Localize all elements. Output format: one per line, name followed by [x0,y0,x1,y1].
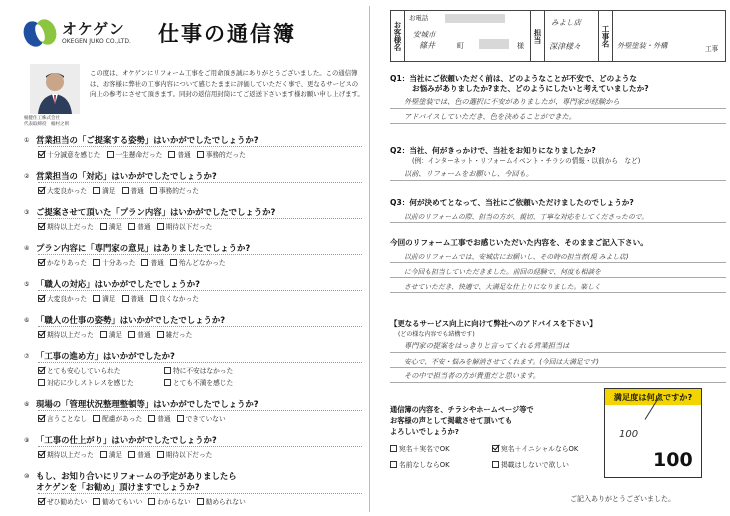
option-row [38,365,362,375]
option-label: 配慮があった [102,415,143,423]
q1-title-2: お悩みがありましたか?また、どのようにしたいと考えていましたか? [412,84,649,93]
checked-box-icon[interactable] [38,187,45,194]
customer-name-label: お客様名 [391,11,405,61]
empty-box-icon[interactable] [93,295,100,302]
question-title [24,278,362,290]
question-options [38,218,362,231]
portrait-caption [24,116,90,128]
option-label: 満足 [108,451,123,459]
publish-options [390,443,600,475]
score-label: 満足度は何点ですか? [605,389,701,405]
option-checkbox[interactable] [157,449,213,459]
left-column [20,8,365,513]
address-handwriting-2: 篠井 [419,41,435,50]
q3-answer: 以前のリフォームの際、担当の方が、親切、丁寧な対応をしてくださったので。 [404,213,649,221]
company-logo [22,14,152,56]
option-checkbox[interactable] [157,221,213,231]
option-label: 良くなかった [158,295,199,303]
caption-president: 代表取締役 桶村之則 [24,122,69,127]
work-suffix: 工事 [705,45,719,53]
option-checkbox[interactable] [128,221,150,231]
q2-subtitle: (例：インターネット・リフォームイベント・チラシの情報・以前から など) [412,157,641,165]
option-checkbox[interactable] [177,413,226,423]
staff-label: 担当 [531,11,545,61]
q3-title: Q3：何が決めてとなって、当社にご依頼いただけましたのでしょうか? [390,198,634,207]
empty-box-icon[interactable] [177,415,184,422]
right-column [374,8,726,513]
option-checkbox[interactable] [128,329,150,339]
option-checkbox[interactable] [93,496,142,506]
publish-option-label: 宛名＋実名でOK [399,445,450,453]
option-label: わからない [157,498,191,506]
question-options [38,362,362,386]
option-checkbox[interactable] [38,293,87,303]
logo-name: オケゲン [62,20,125,38]
option-label: とても不満を感じた [173,379,234,387]
logo-subtitle: OKEGEN JUKO CO.,LTD. [62,38,131,45]
option-label: 普通 [130,295,144,303]
page-title: 仕事の通信簿 [158,22,296,46]
option-label: 特に不安はなかった [173,367,234,375]
option-checkbox[interactable] [197,149,246,159]
q2-answer-line [390,166,726,181]
question-options [38,146,362,159]
tel-redacted [445,14,505,23]
empty-box-icon[interactable] [128,451,135,458]
option-checkbox[interactable] [38,329,94,339]
question-title [24,170,362,182]
empty-box-icon[interactable] [93,187,100,194]
q4-answer-3: させていただき、快適で、大満足な仕上りになりました。楽しく [404,283,601,291]
option-checkbox[interactable] [122,185,144,195]
option-label: 期待以下だった [165,451,213,459]
option-row [38,377,362,387]
option-checkbox[interactable] [122,293,144,303]
option-checkbox[interactable] [93,413,142,423]
score-value: 100 [653,449,693,471]
staff-cell [545,11,599,61]
question-q2 [390,146,726,181]
empty-box-icon[interactable] [157,451,164,458]
option-checkbox[interactable] [150,293,199,303]
publish-option[interactable] [492,443,588,453]
q2-answer: 以前、リフォームをお願いし、今回も。 [404,169,534,178]
question-text: 「工事の進め方」はいかがでしたか? [36,351,175,361]
advice-subtitle: (どの様な内容でも結構です) [398,331,475,338]
option-checkbox[interactable] [93,293,115,303]
option-label: 事務的だった [158,187,199,195]
publish-option-label: 名前なしならOK [399,461,450,469]
option-label: 言うことなし [47,415,88,423]
question-number: ⑥ [24,317,30,324]
name-redacted [479,39,509,49]
option-checkbox[interactable] [170,257,226,267]
question-text: 営業担当の「対応」はいかがでしたでしょうか? [36,171,217,181]
question-4 [24,242,364,278]
option-checkbox[interactable] [38,185,87,195]
question-3 [24,206,364,242]
publish-option-label: 掲載はしないで欲しい [501,461,569,469]
option-checkbox[interactable] [164,377,284,387]
question-options [38,493,362,506]
empty-box-icon[interactable] [100,331,107,338]
customer-info-table [390,10,726,62]
option-checkbox[interactable] [38,149,101,159]
tel-label: お電話 [409,14,429,22]
question-title [24,434,362,446]
question-text: 「職人の対応」はいかがでしたでしょうか? [36,279,200,289]
option-checkbox[interactable] [38,377,158,387]
question-options [38,326,362,339]
q1-answer-line-2 [390,109,726,124]
question-number: ④ [24,245,30,252]
option-checkbox[interactable] [100,221,122,231]
question-text: 「工事の仕上がり」はいかがでしたでしょうか? [36,435,217,445]
empty-box-icon[interactable] [141,259,148,266]
question-q3 [390,198,726,223]
intro-section [24,62,364,128]
q3-answer-line [390,208,726,223]
question-title [24,398,362,410]
q1-title: Q1：当社にご依頼いただく前は、どのようなことが不安で、どのような [390,74,637,83]
work-cell [613,11,725,61]
q1-answer-line-1 [390,94,726,109]
option-checkbox[interactable] [148,413,170,423]
publish-title-3: よろしいでしょうか? [390,427,459,436]
publish-title-2: お客様の声として掲載させて頂いても [390,416,513,425]
question-number: ⑨ [24,437,30,444]
question-1 [24,134,364,170]
publish-section [390,404,600,475]
q4-answer-2: に今回も担当していただきました。前回の経験で、何度も相談を [404,268,601,276]
option-label: 満足 [102,187,116,195]
empty-box-icon[interactable] [148,498,155,505]
sama-suffix: 様 [517,42,524,50]
option-checkbox[interactable] [38,365,158,375]
option-label: 勧めてもいい [102,498,143,506]
option-label: 満足 [102,295,116,303]
thanks-text: ご記入ありがとうございました。 [570,495,675,503]
question-8 [24,398,364,434]
satisfaction-score-box [604,388,702,478]
question-number: ⑦ [24,353,30,360]
option-checkbox[interactable] [164,365,284,375]
question-options [38,254,362,267]
option-label: 満足 [108,331,123,339]
option-checkbox[interactable] [128,449,150,459]
empty-box-icon[interactable] [197,151,204,158]
option-label: 期待以上だった [47,451,94,459]
advice-answer-1: 専門家の提案をはっきりと言ってくれる営業担当は [404,341,570,350]
empty-box-icon[interactable] [93,415,100,422]
option-label: できていない [185,415,226,423]
intro-text: この度は、オケゲンにリフォーム工事をご用命頂き誠にありがとうございました。この通信簿は、お客様に弊社の工事内容について感じたままに評価していただく事で、更なるサービスの向上の参考にさせて頂きます。同封の返信用封筒にてご返送下さいます様お願い申し上げます。 [90,69,364,98]
question-number: ⑩ [24,473,30,480]
checked-box-icon[interactable] [38,151,45,158]
question-title [24,350,362,362]
empty-box-icon[interactable] [164,367,171,374]
option-label: とても安心していられた [47,367,121,375]
address-handwriting: 安城市 [413,30,436,39]
option-label: 大変良かった [47,187,88,195]
score-handwriting: 100 [619,429,639,440]
option-label: 普通 [137,223,151,231]
option-label: 普通 [177,151,191,159]
option-checkbox[interactable] [148,496,190,506]
empty-box-icon[interactable] [122,295,129,302]
checked-box-icon[interactable] [38,223,45,230]
advice-title: 【更なるサービス向上に向けて弊社へのアドバイスを下さい】 [390,319,597,328]
question-number: ⑧ [24,401,30,408]
question-text: 「職人の仕事の姿勢」はいかがでしたでしょうか? [36,315,226,325]
publish-option[interactable] [390,459,486,469]
q1-answer-1: 外壁塗装では、色の選択に不安がありましたが、専門家が経験から [404,97,620,106]
option-checkbox[interactable] [150,185,199,195]
option-checkbox[interactable] [100,329,122,339]
checked-box-icon[interactable] [38,259,45,266]
option-label: 事務的だった [205,151,246,159]
question-text: プラン内容に「専門家の意見」はありましたでしょうか? [36,243,251,253]
empty-box-icon[interactable] [168,151,175,158]
question-options [38,290,362,303]
question-title [24,134,362,146]
option-checkbox[interactable] [93,257,135,267]
empty-box-icon[interactable] [93,259,100,266]
option-checkbox[interactable] [197,496,246,506]
question-6 [24,314,364,350]
publish-title-1: 通信簿の内容を、チラシやホームページ等で [390,405,534,414]
question-title [24,314,362,326]
question-options [38,182,362,195]
checked-box-icon[interactable] [492,445,499,452]
staff-store-handwriting: みよし店 [551,18,581,27]
empty-box-icon[interactable] [390,445,397,452]
empty-box-icon[interactable] [492,461,499,468]
option-label: 普通 [157,415,171,423]
option-checkbox[interactable] [107,149,163,159]
staff-name-handwriting: 深津様々 [549,42,581,51]
option-checkbox[interactable] [38,413,87,423]
checked-box-icon[interactable] [38,331,45,338]
q4-answer-line-2 [390,263,726,278]
q1-answer-2: アドバイスしていただき、色を決めることができた。 [404,112,576,121]
question-2 [24,170,364,206]
q4-title: 今回のリフォーム工事でお感じいただいた内容を、そのままご記入下さい。 [390,238,648,247]
option-checkbox[interactable] [100,449,122,459]
president-portrait [30,64,80,114]
option-label: 十分誠意を感じた [47,151,101,159]
question-number: ⑤ [24,281,30,288]
empty-box-icon[interactable] [93,498,100,505]
question-text: 現場の「管理状況整理整頓等」はいかがでしたでしょうか? [36,399,259,409]
option-checkbox[interactable] [168,149,190,159]
empty-box-icon[interactable] [170,259,177,266]
question-number: ② [24,173,30,180]
option-label: 大変良かった [47,295,88,303]
question-title [24,206,362,218]
question-5 [24,278,364,314]
checked-box-icon[interactable] [38,415,45,422]
option-label: かなりあった [47,259,88,267]
empty-box-icon[interactable] [150,295,157,302]
q2-title: Q2：当社、何がきっかけで、当社をお知りになりましたか? [390,146,596,155]
option-label: 期待以上だった [47,223,94,231]
option-label: 期待以下だった [165,223,213,231]
option-checkbox[interactable] [141,257,163,267]
caption-company: 桶健住工株式会社 [24,116,60,121]
option-label: 普通 [137,451,151,459]
question-q1 [390,74,726,124]
publish-option[interactable] [390,443,486,453]
q4-answer-1: 以前のリフォームでは、安城店にお願いし、その時の担当者(現 みよし店) [404,253,629,261]
empty-box-icon[interactable] [128,223,135,230]
empty-box-icon[interactable] [122,187,129,194]
advice-answer-3: その中で担当者の方が貴重だと思います。 [404,371,540,380]
q4-answer-line-3 [390,278,726,293]
publish-option-label: 宛名＋イニシャルならOK [501,445,579,453]
option-label: 対応に少しストレスを感じた [47,379,134,387]
empty-box-icon[interactable] [148,415,155,422]
address-town: 町 [457,42,464,50]
option-label: 普通 [150,259,164,267]
customer-name-cell [405,11,531,61]
option-checkbox[interactable] [157,329,193,339]
question-options [38,446,362,459]
advice-section [390,318,726,383]
logo-mark-icon [22,18,58,48]
question-text: ご提案させて頂いた「プラン内容」はいかがでしたでしょうか? [36,207,276,217]
option-label: 十分あった [102,259,136,267]
publish-option[interactable] [492,459,588,469]
checked-box-icon[interactable] [38,498,45,505]
person-photo-icon [30,64,80,114]
empty-box-icon[interactable] [100,223,107,230]
checked-box-icon[interactable] [38,367,45,374]
option-label: 殆んどなかった [178,259,226,267]
option-checkbox[interactable] [38,449,94,459]
option-label: 普通 [130,187,144,195]
empty-box-icon[interactable] [197,498,204,505]
advice-line-1 [390,338,726,353]
option-label: ぜひ勧めたい [47,498,88,506]
question-9 [24,434,364,470]
checked-box-icon[interactable] [38,295,45,302]
empty-box-icon[interactable] [150,187,157,194]
question-10 [24,470,364,506]
question-text: 営業担当の「ご提案する姿勢」はいかがでしたでしょうか? [36,135,259,145]
question-options [38,410,362,423]
work-label: 工事名 [599,11,613,61]
option-checkbox[interactable] [38,496,87,506]
empty-box-icon[interactable] [390,461,397,468]
q4-answer-line-1 [390,248,726,263]
empty-box-icon[interactable] [164,379,171,386]
advice-answer-2: 安心で、不安・悩みを解消させてくれます。(今回は大満足です) [404,358,599,366]
advice-line-3 [390,368,726,383]
option-checkbox[interactable] [93,185,115,195]
option-label: 期待以上だった [47,331,94,339]
column-divider [369,6,370,512]
option-checkbox[interactable] [38,221,94,231]
question-title [24,242,362,254]
question-number: ③ [24,209,30,216]
checked-box-icon[interactable] [38,451,45,458]
question-q4 [390,238,726,293]
question-title-2: オケゲンを「お勧め」頂けますでしょうか? [36,482,200,492]
question-7 [24,350,364,386]
option-label: 雑だった [165,331,193,339]
empty-box-icon[interactable] [157,223,164,230]
advice-line-2 [390,353,726,368]
empty-box-icon[interactable] [157,331,164,338]
option-label: 満足 [108,223,123,231]
empty-box-icon[interactable] [100,451,107,458]
question-number: ① [24,137,30,144]
option-label: 勧められない [205,498,246,506]
option-label: 一生懸命だった [115,151,163,159]
question-text: もし、お知り合いにリフォームの予定がありましたら [36,471,237,481]
option-label: 普通 [137,331,151,339]
work-handwriting: 外壁塗装・外構 [617,41,668,50]
option-checkbox[interactable] [38,257,87,267]
empty-box-icon[interactable] [128,331,135,338]
empty-box-icon[interactable] [107,151,114,158]
empty-box-icon[interactable] [38,379,45,386]
